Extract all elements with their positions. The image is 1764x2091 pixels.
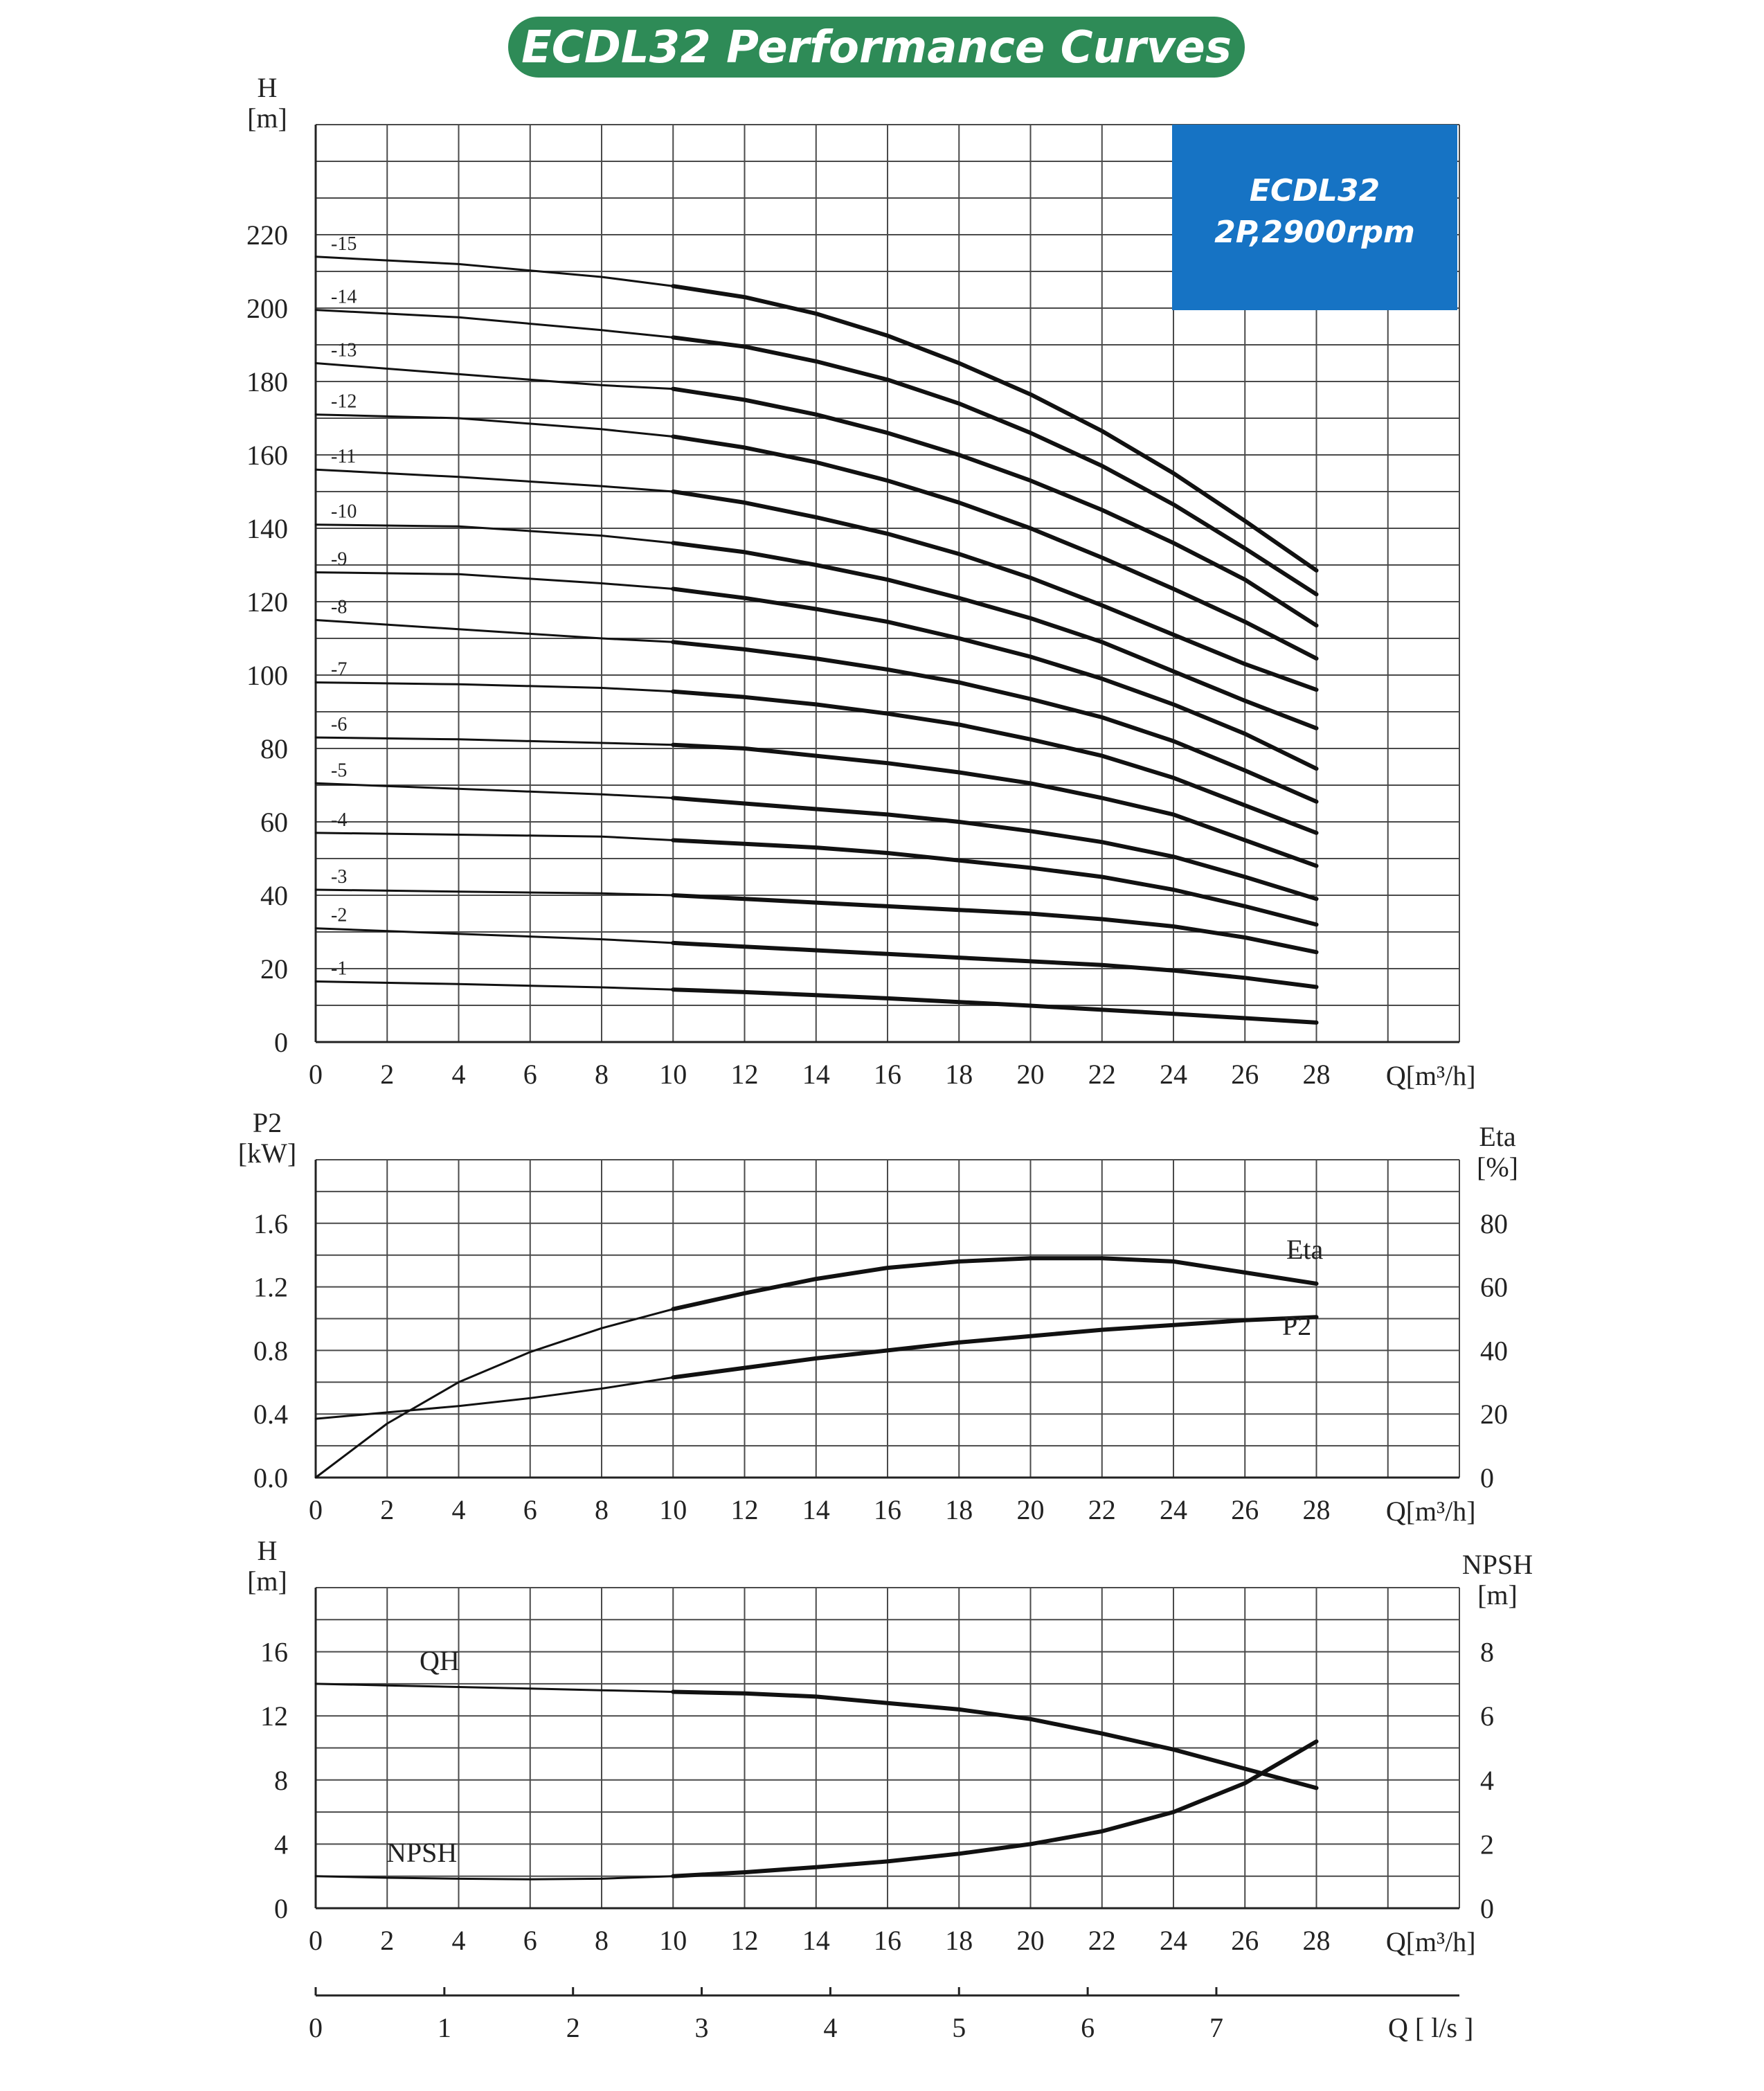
series-label: QH <box>420 1645 460 1676</box>
curve--10-low <box>316 525 673 544</box>
y-axis-unit: [m] <box>247 102 287 134</box>
x-tick-label: 12 <box>730 1059 759 1090</box>
y-axis-unit: [m] <box>247 1565 287 1597</box>
stage-label: -3 <box>331 866 348 888</box>
x-tick-label: 14 <box>802 1494 830 1525</box>
stage-label: -2 <box>331 904 348 926</box>
y2-tick-label: 4 <box>1480 1764 1494 1796</box>
x-tick-label: 22 <box>1088 1925 1116 1956</box>
curve--7-low <box>316 683 673 692</box>
x-tick-label: 18 <box>945 1925 973 1956</box>
lps-tick-label: 0 <box>309 2012 323 2043</box>
y-tick-label: 8 <box>274 1764 288 1796</box>
x-tick-label: 24 <box>1160 1494 1187 1525</box>
chart-title: ECDL32 Performance Curves <box>521 22 1232 73</box>
stage-label: -7 <box>331 658 348 681</box>
stage-label: -15 <box>331 233 357 255</box>
stage-label: -13 <box>331 339 357 361</box>
x-tick-label: 16 <box>874 1925 901 1956</box>
stage-label: -4 <box>331 809 348 831</box>
curve-QH-low <box>316 1684 673 1692</box>
curve--3-low <box>316 890 673 895</box>
x-tick-label: 16 <box>874 1494 901 1525</box>
x-tick-label: 20 <box>1016 1925 1045 1956</box>
badge-speed: 2P,2900rpm <box>1214 215 1415 250</box>
x-tick-label: 6 <box>523 1925 537 1956</box>
curve--14-low <box>316 310 673 338</box>
stage-label: -8 <box>331 596 348 618</box>
curve--11-low <box>316 469 673 492</box>
y2-tick-label: 40 <box>1480 1335 1508 1367</box>
stage-label: -5 <box>331 760 348 782</box>
x-tick-label: 20 <box>1016 1059 1045 1090</box>
y-tick-label: 180 <box>246 366 288 397</box>
lps-tick-label: 2 <box>566 2012 580 2043</box>
model-badge <box>1172 125 1457 310</box>
stage-label: -9 <box>331 548 348 571</box>
series-label: P2 <box>1282 1310 1312 1341</box>
x-tick-label: 28 <box>1302 1494 1331 1525</box>
lps-tick-label: 6 <box>1081 2012 1095 2043</box>
x-tick-label: 26 <box>1231 1494 1259 1525</box>
stage-label: -14 <box>331 286 357 308</box>
y-tick-label: 40 <box>260 880 288 911</box>
x-tick-label: 22 <box>1088 1494 1116 1525</box>
x-tick-label: 4 <box>451 1494 466 1525</box>
x-tick-label: 28 <box>1302 1059 1331 1090</box>
x-tick-label: 22 <box>1088 1059 1116 1090</box>
curve--6-low <box>316 737 673 745</box>
x-tick-label: 18 <box>945 1059 973 1090</box>
y2-tick-label: 8 <box>1480 1636 1494 1668</box>
y2-tick-label: 0 <box>1480 1893 1494 1924</box>
y2-axis-label: Eta <box>1479 1121 1516 1152</box>
x-tick-label: 6 <box>523 1494 537 1525</box>
y-tick-label: 1.6 <box>253 1208 288 1239</box>
x-tick-label: 24 <box>1160 1925 1187 1956</box>
y-tick-label: 220 <box>246 219 288 251</box>
y2-tick-label: 0 <box>1480 1462 1494 1493</box>
curve--9 <box>673 589 1316 769</box>
y2-tick-label: 80 <box>1480 1208 1508 1239</box>
y-tick-label: 140 <box>246 513 288 544</box>
y-tick-label: 0 <box>274 1893 288 1924</box>
x-tick-label: 2 <box>380 1059 395 1090</box>
x-tick-label: 0 <box>309 1059 323 1090</box>
y-tick-label: 60 <box>260 807 288 838</box>
y-tick-label: 16 <box>260 1636 288 1668</box>
lps-tick-label: 7 <box>1209 2012 1223 2043</box>
y2-tick-label: 6 <box>1480 1700 1494 1732</box>
x-tick-label: 10 <box>659 1059 687 1090</box>
x-tick-label: 8 <box>595 1494 609 1525</box>
y-tick-label: 12 <box>260 1700 288 1732</box>
x-tick-label: 16 <box>874 1059 901 1090</box>
curve-Eta-low <box>316 1309 673 1478</box>
curve--3 <box>673 895 1316 952</box>
y-tick-label: 20 <box>260 953 288 985</box>
y-tick-label: 4 <box>274 1829 288 1860</box>
x-tick-label: 24 <box>1160 1059 1187 1090</box>
y-tick-label: 1.2 <box>253 1271 288 1303</box>
curve-P2 <box>673 1317 1316 1377</box>
curve--13-low <box>316 364 673 389</box>
y-tick-label: 160 <box>246 440 288 471</box>
x-tick-label: 26 <box>1231 1059 1259 1090</box>
y-axis-label: H <box>257 1535 278 1566</box>
series-label: Eta <box>1286 1234 1324 1265</box>
x-tick-label: 2 <box>380 1494 395 1525</box>
lps-tick-label: 4 <box>823 2012 838 2043</box>
curve--5 <box>673 798 1316 899</box>
curve--2 <box>673 943 1316 987</box>
x-tick-label: 14 <box>802 1925 830 1956</box>
x-tick-label: 28 <box>1302 1925 1331 1956</box>
stage-label: -6 <box>331 714 348 736</box>
title-banner <box>508 17 1245 78</box>
curve-Eta <box>673 1258 1316 1309</box>
panel-single-stage <box>247 1535 1533 2043</box>
badge-model: ECDL32 <box>1249 173 1380 208</box>
x-tick-label: 12 <box>730 1494 759 1525</box>
x-tick-label: 6 <box>523 1059 537 1090</box>
curve--2-low <box>316 928 673 943</box>
curve--9-low <box>316 573 673 589</box>
x-tick-label: 2 <box>380 1925 395 1956</box>
curve-QH <box>673 1692 1316 1788</box>
x-axis-label: Q[m³/h] <box>1385 1926 1476 1957</box>
x-axis-label: Q[m³/h] <box>1385 1060 1476 1091</box>
lps-axis-label: Q [ l/s ] <box>1388 2012 1474 2043</box>
y-tick-label: 120 <box>246 586 288 618</box>
curve--1-low <box>316 982 673 990</box>
y-axis-label: P2 <box>252 1107 282 1138</box>
y-tick-label: 0 <box>274 1027 288 1058</box>
curve--11 <box>673 492 1316 690</box>
y2-axis-unit: [%] <box>1477 1151 1518 1183</box>
y-tick-label: 80 <box>260 733 288 764</box>
x-tick-label: 4 <box>451 1059 466 1090</box>
stage-label: -10 <box>331 501 357 523</box>
curve--1 <box>673 989 1316 1023</box>
y2-tick-label: 2 <box>1480 1829 1494 1860</box>
stage-label: -1 <box>331 958 348 980</box>
x-tick-label: 20 <box>1016 1494 1045 1525</box>
y2-axis-unit: [m] <box>1477 1579 1518 1610</box>
x-tick-label: 26 <box>1231 1925 1259 1956</box>
stage-label: -12 <box>331 391 357 413</box>
x-tick-label: 14 <box>802 1059 830 1090</box>
y-tick-label: 0.8 <box>253 1335 288 1367</box>
y-axis-label: H <box>257 72 278 103</box>
x-tick-label: 0 <box>309 1925 323 1956</box>
y2-tick-label: 20 <box>1480 1399 1508 1430</box>
x-tick-label: 10 <box>659 1925 687 1956</box>
lps-tick-label: 5 <box>952 2012 966 2043</box>
y2-tick-label: 60 <box>1480 1271 1508 1303</box>
y2-axis-label: NPSH <box>1461 1549 1533 1580</box>
lps-tick-label: 1 <box>437 2012 451 2043</box>
curve-P2-low <box>316 1377 673 1419</box>
y-tick-label: 0.4 <box>253 1399 288 1430</box>
series-label: NPSH <box>386 1837 458 1868</box>
lps-tick-label: 3 <box>694 2012 709 2043</box>
stage-label: -11 <box>331 446 357 468</box>
x-tick-label: 4 <box>451 1925 466 1956</box>
x-tick-label: 8 <box>595 1925 609 1956</box>
x-tick-label: 10 <box>659 1494 687 1525</box>
x-tick-label: 8 <box>595 1059 609 1090</box>
y-tick-label: 200 <box>246 293 288 324</box>
curve--4-low <box>316 833 673 841</box>
y-axis-unit: [kW] <box>237 1138 297 1169</box>
x-tick-label: 12 <box>730 1925 759 1956</box>
x-tick-label: 0 <box>309 1494 323 1525</box>
x-axis-label: Q[m³/h] <box>1385 1496 1476 1527</box>
x-tick-label: 18 <box>945 1494 973 1525</box>
panel-power-efficiency <box>238 1107 1518 1527</box>
y-tick-label: 0.0 <box>253 1462 288 1493</box>
y-tick-label: 100 <box>246 660 288 691</box>
